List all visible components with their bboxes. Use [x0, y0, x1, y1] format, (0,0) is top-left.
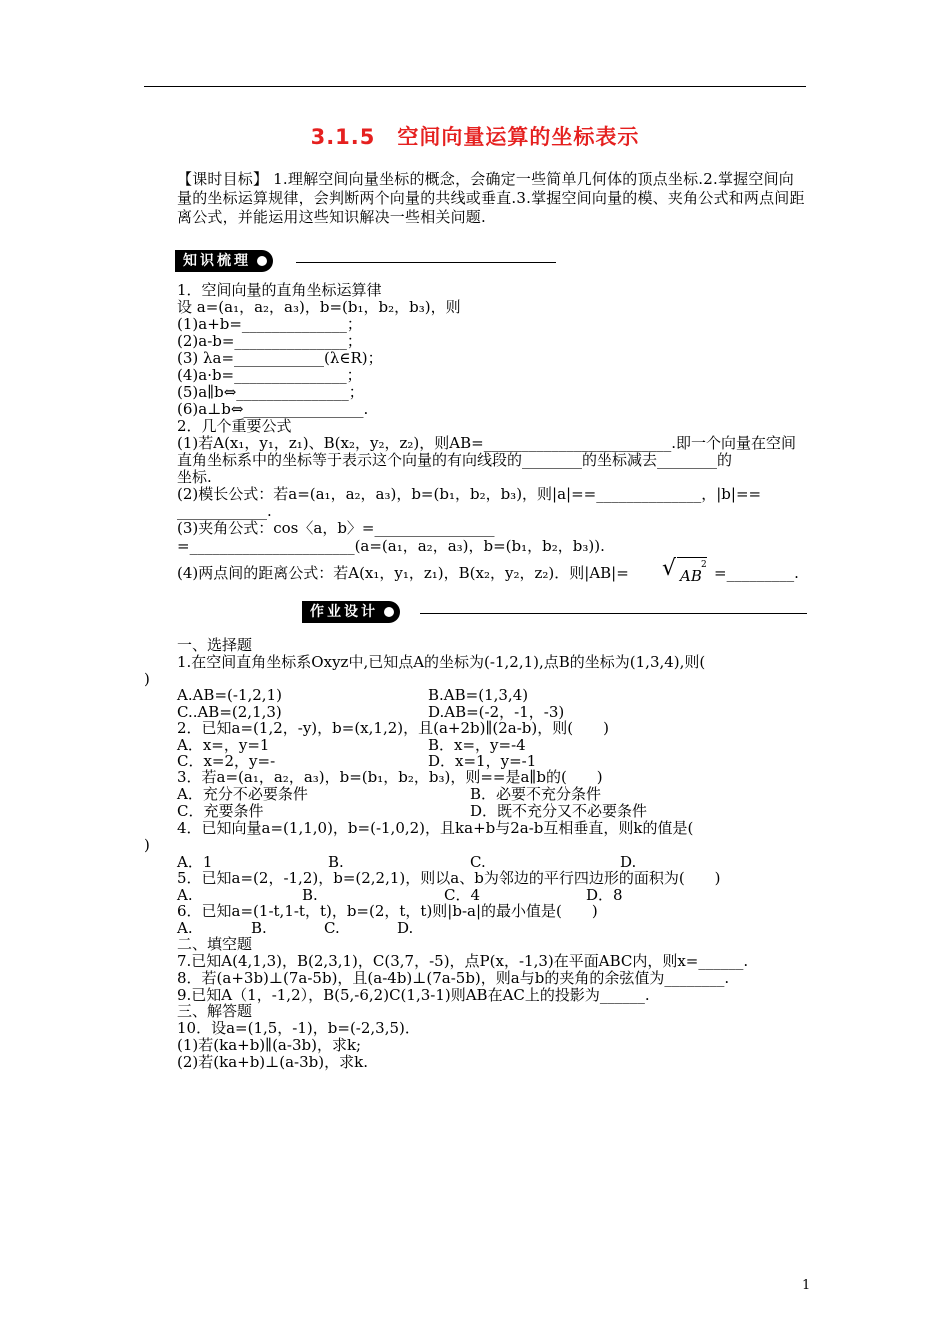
homework-line: A. [177, 886, 193, 904]
knowledge-line: 设 a=(a₁，a₂，a₃)，b=(b₁，b₂，b₃)，则 [177, 298, 461, 316]
homework-line: 10．设a=(1,5，-1)，b=(-2,3,5)． [177, 1019, 420, 1037]
homework-line: 5．已知a=(2，-1,2)，b=(2,2,1)，则以a、b为邻边的平行四边形的面积为( ) [177, 869, 721, 887]
bullet-dot-icon [257, 256, 267, 266]
knowledge-line: (4)a·b=_______________； [177, 366, 362, 384]
homework-line: A．充分不必要条件 [177, 785, 308, 803]
homework-line: B．必要不充分条件 [470, 785, 602, 803]
homework-line: A．x=，y=1 [177, 736, 270, 754]
header-rule [144, 86, 806, 87]
homework-line: B.AB=(1,3,4) [428, 686, 529, 704]
knowledge-line: 2．几个重要公式 [177, 417, 292, 435]
homework-line: C..AB=(2,1,3) [177, 703, 282, 721]
homework-line: C．充要条件 [177, 802, 264, 820]
section-divider [296, 262, 556, 263]
page-number: 1 [802, 1278, 811, 1293]
knowledge-line: (2)a-b=_______________； [177, 332, 362, 350]
homework-line: C. [470, 853, 486, 871]
section-header-homework [302, 601, 400, 623]
homework-line: C．4 [444, 886, 481, 904]
knowledge-line: (6)a⊥b⇔________________. [177, 400, 369, 418]
knowledge-line: 坐标. [177, 468, 212, 486]
homework-line: C．x=2，y=- [177, 752, 276, 770]
section-knowledge-label: 知识梳理 [183, 253, 251, 269]
homework-line: 4．已知向量a=(1,1,0)，b=(-1,0,2)，且ka+b与2a-b互相垂直，则k的值是( [177, 819, 694, 837]
sqrt-bar [677, 557, 707, 558]
section-divider [420, 613, 807, 614]
knowledge-line: (3)夹角公式：cos〈a，b〉=________________ [177, 519, 495, 537]
homework-line: 三、解答题 [177, 1002, 253, 1020]
knowledge-line: (1)a+b=______________； [177, 315, 362, 333]
sqrt-radicand: AB [680, 567, 702, 585]
homework-line: B. [328, 853, 344, 871]
homework-line: A.AB=(-1,2,1) [177, 686, 282, 704]
section-header-knowledge [175, 250, 273, 272]
knowledge-line: =______________________(a=(a₁，a₂，a₃)，b=(b₁，b₂，b₃)). [177, 537, 605, 555]
homework-line: 二、填空题 [177, 935, 253, 953]
homework-line: B. [251, 919, 267, 937]
knowledge-line: (3) λa=____________(λ∈R)； [177, 349, 383, 367]
homework-line: B. [302, 886, 318, 904]
homework-line: 7.已知A(4,1,3)，B(2,3,1)，C(3,7，-5)，点P(x，-1,3)在平面ABC内，则x=______. [177, 952, 749, 970]
section-homework-label: 作业设计 [310, 604, 378, 620]
homework-line: D.AB=(-2，-1，-3) [428, 703, 565, 721]
homework-line: 一、选择题 [177, 636, 253, 654]
knowledge-line: =_________. [714, 564, 799, 582]
homework-line: ) [144, 836, 150, 854]
homework-line: D．既不充分又不必要条件 [470, 802, 648, 820]
homework-line: D. [620, 853, 637, 871]
knowledge-line: 1．空间向量的直角坐标运算律 [177, 281, 382, 299]
homework-line: A. [177, 919, 193, 937]
sqrt-exponent: 2 [701, 560, 707, 570]
homework-line: (1)若(ka+b)∥(a-3b)，求k; [177, 1036, 362, 1054]
homework-line: 8．若(a+3b)⊥(7a-5b)，且(a-4b)⊥(7a-5b)，则a与b的夹角的余弦值为________. [177, 969, 730, 987]
knowledge-line: 直角坐标系中的坐标等于表示这个向量的有向线段的________的坐标减去________的 [177, 451, 733, 469]
homework-line: C. [324, 919, 340, 937]
homework-line: 3．若a=(a₁，a₂，a₃)，b=(b₁，b₂，b₃)，则==是a∥b的( ) [177, 768, 603, 786]
bullet-dot-icon [384, 607, 394, 617]
lesson-objective: 【课时目标】 1.理解空间向量坐标的概念，会确定一些简单几何体的顶点坐标.2.掌握空间向量的坐标运算规律，会判断两个向量的共线或垂直.3.掌握空间向量的模、夹角公式和两点间距离公式，并能运用这些知识解决一些相关问题. [177, 170, 805, 226]
knowledge-line: (2)模长公式：若a=(a₁，a₂，a₃)，b=(b₁，b₂，b₃)，则|a|==______________，|b|== [177, 485, 762, 503]
knowledge-line: (4)两点间的距离公式：若A(x₁，y₁，z₁)，B(x₂，y₂，z₂)．则|AB|= [177, 564, 629, 582]
homework-line: D．8 [586, 886, 623, 904]
homework-line: 2．已知a=(1,2，-y)，b=(x,1,2)，且(a+2b)∥(2a-b)，则( ) [177, 719, 609, 737]
homework-line: 9.已知A（1，-1,2），B(5,-6,2)C(1,3-1)则AB在AC上的投影为______. [177, 986, 650, 1004]
homework-line: B．x=，y=-4 [428, 736, 526, 754]
homework-line: 1.在空间直角坐标系Oxyz中,已知点A的坐标为(-1,2,1),点B的坐标为(1,3,4),则( [177, 653, 706, 671]
homework-line: D．x=1，y=-1 [428, 752, 537, 770]
page-title: 3.1.5 空间向量运算的坐标表示 [310, 125, 640, 149]
homework-line: 6．已知a=(1-t,1-t，t)，b=(2，t，t)则|b-a|的最小值是( ) [177, 902, 598, 920]
sqrt-symbol-icon: √ [662, 556, 677, 581]
homework-line: (2)若(ka+b)⊥(a-3b)，求k. [177, 1053, 368, 1071]
knowledge-line: (5)a∥b⇔_______________； [177, 383, 364, 401]
homework-line: ) [144, 670, 150, 688]
homework-line: A．1 [177, 853, 213, 871]
homework-line: D. [397, 919, 414, 937]
knowledge-line: ____________. [177, 502, 272, 520]
knowledge-line: (1)若A(x₁，y₁，z₁)、B(x₂，y₂，z₂)，则AB=_________________________.即一个向量在空间 [177, 434, 796, 452]
